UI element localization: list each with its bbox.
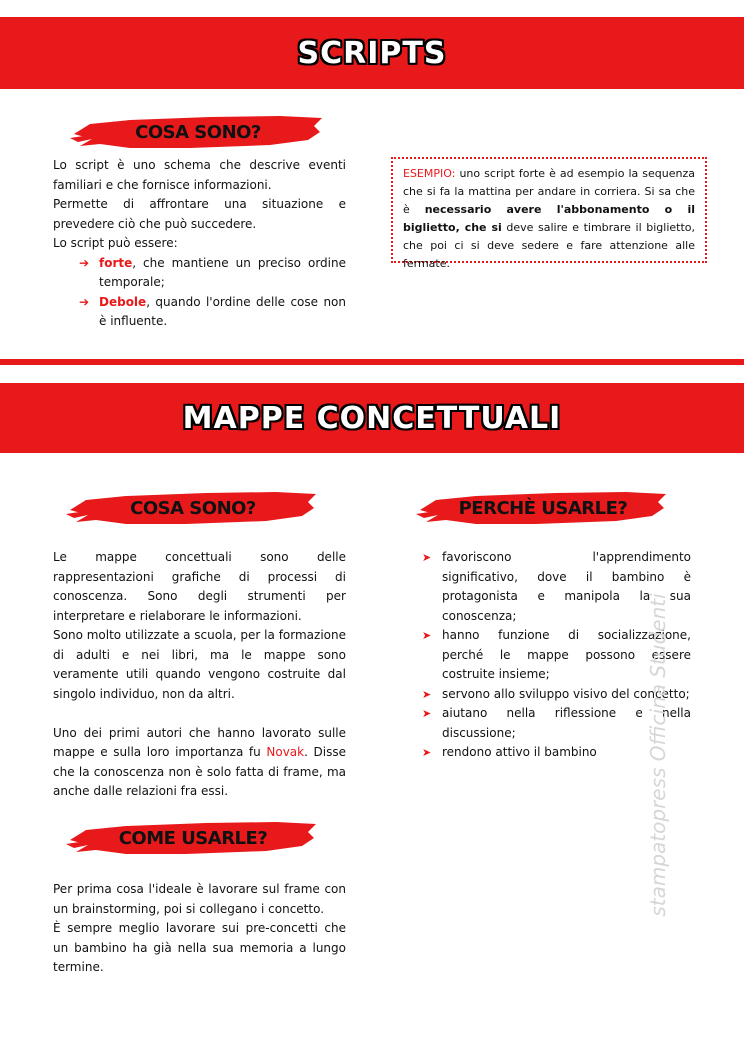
list-item-text: hanno funzione di socializzazione, perché le mappe possono essere costruite insieme; (442, 628, 691, 681)
maps-para1: Le mappe concettuali sono delle rappresentazioni grafiche di processi di conoscenza. Sono degli strumenti per interpretare e rielaborare le informazioni. (53, 550, 346, 623)
term-debole: Debole (99, 294, 147, 309)
come-usarle-brush (66, 818, 320, 858)
scripts-description (53, 156, 346, 332)
example-label: ESEMPIO: (403, 167, 456, 180)
example-text2: deve salire e timbrare il biglietto, che poi ci si deve sedere e fare attenzione alle fermate. (403, 221, 696, 270)
maps-cosa-sono-heading: COSA SONO? (130, 497, 256, 519)
example-text1: uno script forte è ad esempio la sequenza che si fa la mattina per andare in corriera. Si sa che è (403, 167, 695, 216)
maps-para2: Sono molto utilizzate a scuola, per la formazione di adulti e nei libri, ma le mappe sono veramente utili quando vengono costruite dal singolo individuo, non da altri. (53, 628, 346, 701)
triangle-right-icon: ➤ (422, 551, 432, 564)
list-item (53, 293, 346, 332)
term-forte: forte (99, 255, 133, 270)
triangle-right-icon: ➤ (422, 707, 432, 720)
maps-title-band (0, 383, 744, 453)
list-item-text: aiutano nella riflessione e nella discussione; (442, 706, 691, 740)
maps-para3-b: . Disse che la conoscenza non è solo fatta di frame, ma anche dalle relazioni fra essi. (53, 745, 347, 798)
watermark-text: stampatopress Officina Studenti (646, 593, 670, 917)
perche-usarle-heading: PERCHÈ USARLE? (458, 497, 628, 519)
arrow-right-icon: ➔ (79, 255, 90, 270)
come-usarle-heading: COME USARLE? (118, 827, 268, 849)
maps-para3-a: Uno dei primi autori che hanno lavorato sulle mappe e sulla loro importanza fu (53, 725, 346, 759)
term-forte-desc: , che mantiene un preciso ordine temporale; (99, 255, 346, 289)
section-divider (0, 359, 744, 365)
scripts-title: SCRIPTS (297, 35, 447, 71)
come-usarle-para1: Per prima cosa l'ideale è lavorare sul frame con un brainstorming, poi si collegano i concetto. (53, 882, 346, 916)
list-item (53, 254, 346, 293)
watermark (648, 590, 668, 920)
scripts-title-band (0, 17, 744, 89)
list-item-text: servono allo sviluppo visivo del concetto; (442, 686, 690, 701)
example-bold: necessario avere l'abbonamento o il biglietto, che si (403, 203, 696, 234)
scripts-para2: Permette di affrontare una situazione e prevedere ciò che può succedere. (53, 197, 346, 231)
novak-name: Novak (266, 745, 305, 759)
scripts-para3: Lo script può essere: (53, 236, 178, 250)
scripts-types-list (53, 254, 346, 332)
triangle-right-icon: ➤ (422, 746, 432, 759)
arrow-right-icon: ➔ (79, 294, 90, 309)
maps-title: MAPPE CONCETTUALI (182, 400, 562, 436)
scripts-cosa-sono-brush (70, 112, 326, 152)
term-debole-desc: , quando l'ordine delle cose non è influente. (99, 294, 346, 328)
triangle-right-icon: ➤ (422, 687, 432, 701)
scripts-cosa-sono-heading: COSA SONO? (135, 121, 261, 143)
example-box (391, 157, 707, 270)
maps-cosa-sono-brush (66, 488, 320, 528)
list-item-text: rendono attivo il bambino (442, 745, 597, 759)
scripts-para1: Lo script è uno schema che descrive eventi familiari e che fornisce informazioni. (53, 158, 346, 192)
maps-para3 (53, 724, 346, 802)
come-usarle-description (53, 880, 346, 978)
list-item-text: favoriscono l'apprendimento significativo, dove il bambino è protagonista e manipola la sua conoscenza; (442, 550, 691, 623)
maps-description (53, 548, 346, 802)
come-usarle-para2: È sempre meglio lavorare sui pre-concetti che un bambino ha già nella sua memoria a lungo termine. (53, 921, 346, 974)
triangle-right-icon: ➤ (422, 629, 432, 642)
perche-usarle-brush (416, 488, 670, 528)
